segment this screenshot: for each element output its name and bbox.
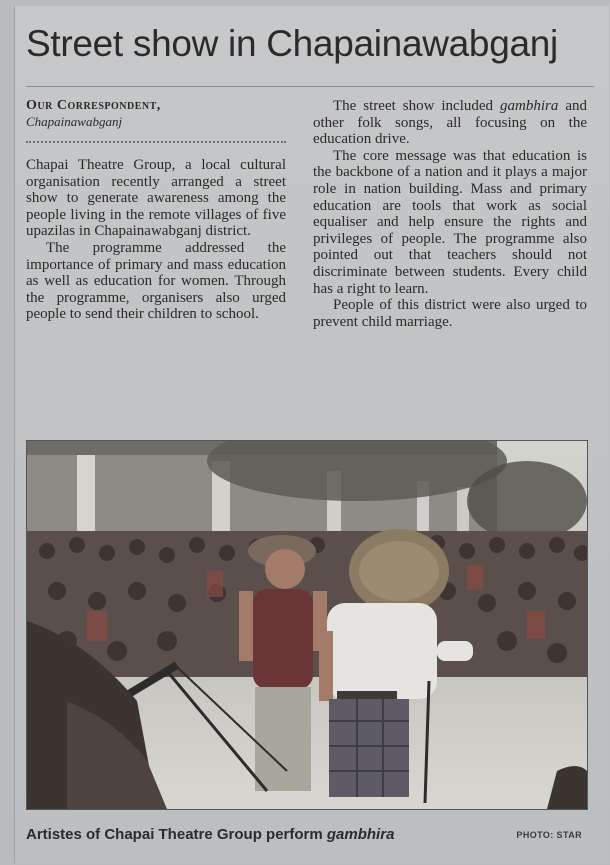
paragraph-2: The programme addressed the importance of primary and mass education as well as education for women. Through the programme, organisers also urged people to send their children to school.: [26, 239, 286, 323]
byline: Our Correspondent,: [26, 98, 161, 113]
paragraph-3: The street show included gambhira and other folk songs, all focusing on the education drive.: [313, 98, 587, 148]
left-column: [26, 98, 286, 323]
right-column: [313, 98, 587, 330]
caption-gambhira: gambhira: [326, 826, 395, 843]
paragraph-4: The core message was that education is the backbone of a nation and it plays a major role in nation building. Mass and primary education are tools that work as social equaliser and help ensure the rights and privileges of people. The programme also pointed out that teachers should not discriminate between students. Every child has a right to learn.: [313, 147, 587, 297]
paragraph-5: People of this district were also urged to prevent child marriage.: [313, 297, 587, 330]
headline: Street show in Chapainawabganj: [26, 23, 558, 64]
headline-rule: [26, 86, 594, 87]
gambhira-term: gambhira: [500, 98, 559, 114]
photo-caption: Artistes of Chapai Theatre Group perform gambhira: [26, 826, 395, 843]
paragraph-1: Chapai Theatre Group, a local cultural organisation recently arranged a street show to generate awareness among the people living in the remote villages of five upazilas in Chapainawabganj district.: [26, 157, 286, 240]
photo-credit: PHOTO: STAR: [516, 830, 582, 840]
dateline: Chapainawabganj: [26, 114, 123, 129]
dotted-divider: [26, 141, 286, 143]
news-photo: [26, 440, 588, 810]
performance-photo-illustration: [27, 441, 587, 809]
